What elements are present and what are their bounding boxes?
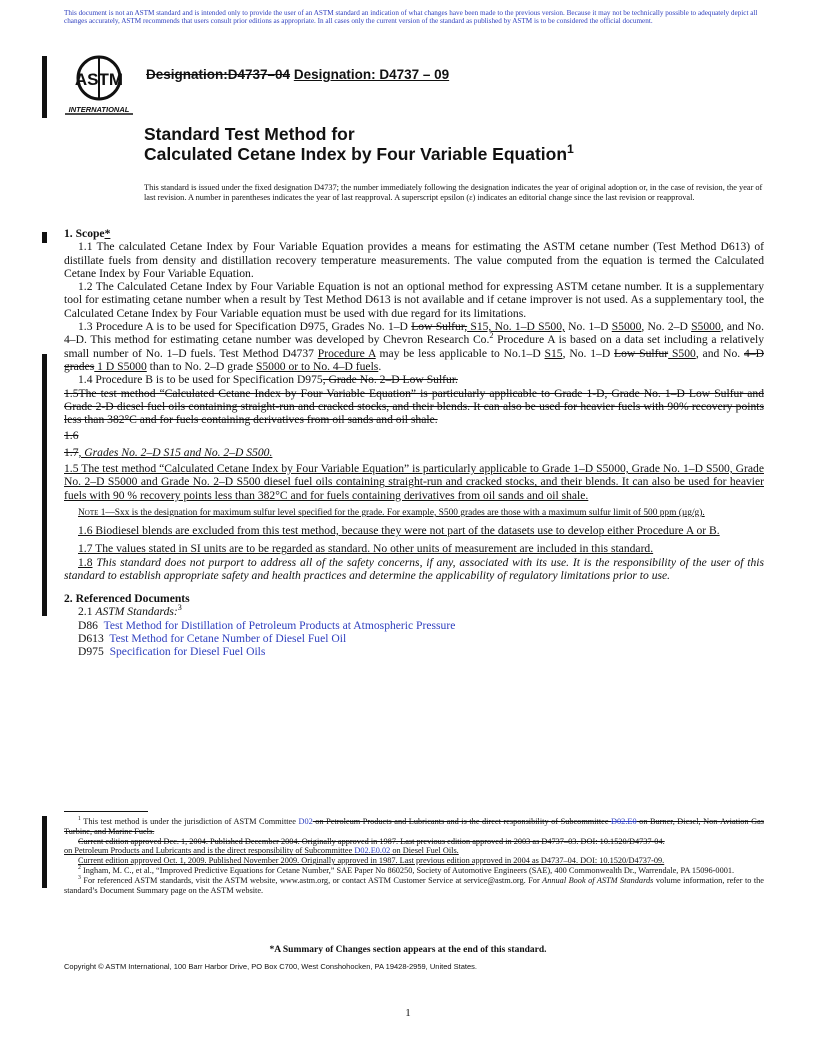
- ref-link[interactable]: Test Method for Cetane Number of Diesel Fuel Oil: [109, 632, 347, 646]
- designation-old: Designation:D4737–04: [146, 67, 291, 82]
- footnote-1: $^1$ This test method is under the jurisdiction of ASTM Committee D02 on Petroleum Products and Lubricants and is the direct responsibility of Subcommittee D02.E0 on Burner, Diesel, Non-Aviation Gas Turbine, and Marine Fuels.: [64, 816, 764, 836]
- referenced-documents-list: [64, 619, 764, 659]
- page-number: 1: [405, 1007, 411, 1019]
- para-1-5-new: 1.5 The test method “Calculated Cetane Index by Four Variable Equation” is particularly applicable to Grade 1–D S5000, Grade No. 1–D S500, Grade No. 2–D S5000 and Grade No. 2–D S500 diesel fuel oils containing straight-run and cracked stocks, and their blends. It can also be used for heavier fuels with 90 % recovery points less than 382°C and for fuels containing derivatives from oil sands and oil shale.: [64, 462, 764, 502]
- para-1-2: 1.2 The Calculated Cetane Index by Four Variable Equation is not an optional method for expressing ASTM cetane number. It is a supplementary tool for estimating cetane number when a result by Test Method D613 is not available and if cetane improver is not used. As a supplementary tool, the Calculated Cetane Index by Four Variable equation must be used with due regard for its limitations.: [64, 280, 764, 320]
- logo-label: INTERNATIONAL: [68, 105, 130, 114]
- footnote-1-new-edition: Current edition approved Oct. 1, 2009. Published November 2009. Originally approved in 1987. Last previous edition approved in 2004 as D4737–04. DOI: 10.1520/D4737-09.: [78, 856, 665, 866]
- change-bar: [42, 232, 47, 243]
- footnote-2: $^2$ Ingham, M. C., et al., “Improved Predictive Equations for Cetane Number,” SAE Paper No 860250, Society of Automotive Engineers (SAE), 400 Commonwealth Dr., Warrendale, PA 15096-0001.: [78, 865, 735, 875]
- title-line2: Calculated Cetane Index by Four Variable Equation: [144, 144, 568, 164]
- committee-link[interactable]: D02: [298, 817, 313, 826]
- para-2-1: 2.1 ASTM Standards:$^3$: [78, 603, 182, 619]
- section-1-heading: 1. Scope*: [64, 227, 111, 240]
- ref-item: D86 Test Method for Distillation of Petroleum Products at Atmospheric Pressure: [78, 618, 456, 632]
- para-1-7-edit: 1.7, Grades No. 2–D S15 and No. 2–D S500.: [64, 445, 273, 459]
- subcommittee-link[interactable]: D02.E0.02: [354, 846, 391, 856]
- para-1-6: 1.6 Biodiesel blends are excluded from this test method, because they were not part of the datasets use to develop either Procedure A or B.: [78, 523, 720, 537]
- para-1-3: 1.3 Procedure A is to be used for Specification D975, Grades No. 1–D Low Sulfur, S15, No. 1–D S500, No. 1–D S5000, No. 2–D S5000, and No. 4–D. This method for estimating cetane number was developed by Chevron Research Co.$^2$ Procedure A is based on a data set including a relatively small number of No. 1–D fuels. Test Method D4737 Procedure A may be less applicable to No.1–D S15, No. 1–D Low Sulfur S500, and No. 4–D grades 1 D S5000 than to No. 2–D grade S5000 or to No. 4–D fuels.: [64, 320, 764, 373]
- footnote-rule: [64, 811, 148, 812]
- ref-item: D975 Specification for Diesel Fuel Oils: [78, 645, 266, 659]
- copyright: Copyright © ASTM International, 100 Barr Harbor Drive, PO Box C700, West Conshohocken, PA 19428-2959, United States.: [64, 962, 477, 971]
- astm-logo-mark: ASTM: [74, 70, 124, 89]
- astm-logo: [64, 54, 134, 116]
- title-footnote-ref: 1: [567, 142, 574, 157]
- para-1-8: 1.8 This standard does not purport to address all of the safety concerns, if any, associated with its use. It is the responsibility of the user of this standard to establish appropriate safety and health practices and determine the applicability of regulatory limitations prior to use.: [64, 555, 764, 582]
- footnote-3: $^3$ For referenced ASTM standards, visit the ASTM website, www.astm.org, or contact ASTM Customer Service at service@astm.org. For Annual Book of ASTM Standards volume information, refer to the standard’s Document Summary page on the ASTM website.: [64, 875, 764, 895]
- note-1: Note 1—Sxx is the designation for maximum sulfur level specified for the grade. For example, S500 grades are those with a maximum sulfur limit of 500 ppm (µg/g).: [78, 507, 705, 518]
- revision-notice: This document is not an ASTM standard and is intended only to provide the user of an ASTM standard an indication of what changes have been made to the previous version. Because it may not be technically possible to adequately depict all changes accurately, ASTM recommends that users consult prior editions as appropriate. In all cases only the current version of the standard as published by ASTM is to be considered the official document.: [64, 9, 758, 26]
- change-bar: [42, 56, 47, 118]
- title-line1: Standard Test Method for: [144, 124, 355, 144]
- change-bar: [42, 354, 47, 616]
- change-bar: [42, 816, 47, 888]
- document-body: [64, 227, 764, 659]
- para-1-5-deleted: 1.5The test method “Calculated Cetane Index by Four Variable Equation” is particularly applicable to Grade 1-D, Grade No. 1–D Low Sulfur and Grade 2-D diesel fuel oils containing straight-run and cracked stocks, and their blends. It can also be used for heavier fuels with 90% recovery points less than 382°C and for fuels containing derivatives from oil sands and oil shale.: [64, 386, 764, 427]
- ref-item: D613 Test Method for Cetane Number of Diesel Fuel Oil: [78, 632, 347, 646]
- designation: [146, 67, 449, 82]
- para-1-1: 1.1 The calculated Cetane Index by Four Variable Equation provides a means for estimating the ASTM cetane number (Test Method D613) of distillate fuels from density and distillation recovery temperature measurements. The value computed from the equation is termed the Calculated Cetane Index by Four Variable Equation.: [64, 240, 764, 280]
- designation-new: Designation: D4737 – 09: [293, 67, 450, 82]
- footnote-1-old-edition: Current edition approved Dec. 1, 2004. Published December 2004. Originally approved in 1987. Last previous edition approved in 2003 as D4737–03. DOI: 10.1520/D4737-04.: [78, 836, 665, 846]
- para-1-7: 1.7 The values stated in SI units are to be regarded as standard. No other units of measurement are included in this standard.: [78, 542, 654, 556]
- footnotes: [64, 817, 764, 895]
- document-title: [144, 124, 574, 164]
- section-2-heading: 2. Referenced Documents: [64, 592, 190, 606]
- ref-link[interactable]: Specification for Diesel Fuel Oils: [109, 645, 266, 659]
- footnote-1-new: on Petroleum Products and Lubricants and is the direct responsibility of Subcommittee D02.E0.02 on Diesel Fuel Oils.: [64, 846, 459, 856]
- issued-statement: This standard is issued under the fixed designation D4737; the number immediately following the designation indicates the year of original adoption or, in the case of revision, the year of last revision. A number in parentheses indicates the year of last reapproval. A superscript epsilon (ε) indicates an editorial change since the last revision or reapproval.: [144, 183, 763, 203]
- para-1-4: 1.4 Procedure B is to be used for Specification D975, Grade No. 2–D Low Sulfur.: [78, 373, 458, 387]
- ref-link[interactable]: Test Method for Distillation of Petroleum Products at Atmospheric Pressure: [103, 618, 456, 632]
- para-1-6-deleted: 1.6: [64, 429, 79, 443]
- summary-notice: *A Summary of Changes section appears at the end of this standard.: [269, 945, 547, 955]
